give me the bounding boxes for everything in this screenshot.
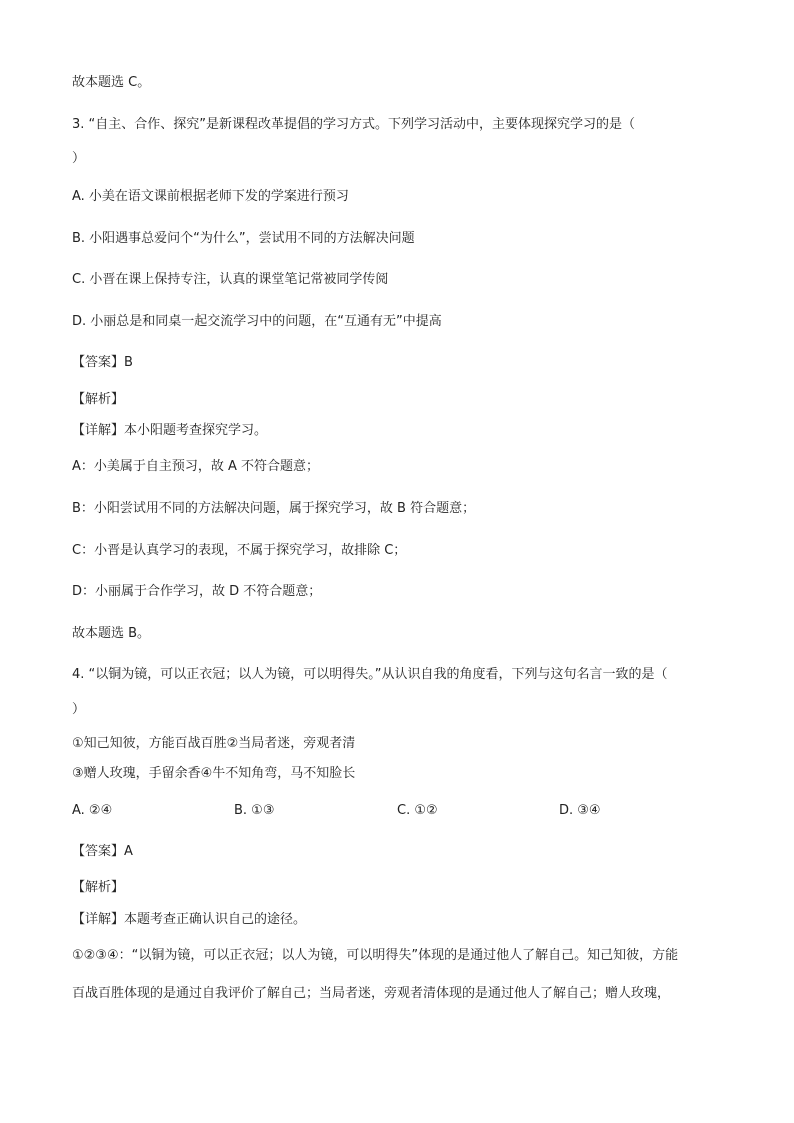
- question-4-items-1: ①知己知彼，方能百战百胜②当局者迷，旁观者清: [72, 736, 356, 751]
- question-4-stem: 4. “以铜为镜，可以正衣冠；以人为镜，可以明得失。”从认识自我的角度看，下列与这句名言一致的是（: [72, 667, 668, 682]
- question-4-option-b: B. ①③: [234, 803, 275, 818]
- line-conclusion-q2: 故本题选 C。: [72, 75, 151, 90]
- question-4-option-a: A. ②④: [72, 803, 113, 818]
- question-4-option-d: D. ③④: [559, 803, 601, 818]
- question-4-explain-line-2: 百战百胜体现的是通过自我评价了解自己；当局者迷，旁观者清体现的是通过他人了解自己；赠人玫瑰，: [72, 986, 671, 1001]
- question-3-analysis-heading: 【解析】: [72, 392, 125, 407]
- question-3-detail: 【详解】本小阳题考查探究学习。: [72, 423, 268, 438]
- question-3-option-d: D. 小丽总是和同桌一起交流学习中的问题，在“互通有无”中提高: [72, 314, 442, 329]
- question-3-explain-a: A：小美属于自主预习，故 A 不符合题意；: [72, 459, 320, 474]
- question-3-answer: 【答案】B: [72, 355, 133, 370]
- question-3-explain-d: D：小丽属于合作学习，故 D 不符合题意；: [72, 584, 322, 599]
- question-3-conclusion: 故本题选 B。: [72, 626, 151, 641]
- question-3-stem: 3. “自主、合作、探究”是新课程改革提倡的学习方式。下列学习活动中，主要体现探究学习的是（: [72, 117, 636, 132]
- question-4-explain-line-1: ①②③④：“以铜为镜，可以正衣冠；以人为镜，可以明得失”体现的是通过他人了解自己。知己知彼，方能: [72, 948, 679, 963]
- question-3-stem-close: ）: [72, 151, 86, 166]
- question-3-option-b: B. 小阳遇事总爱问个“为什么”，尝试用不同的方法解决问题: [72, 231, 415, 246]
- question-4-option-c: C. ①②: [397, 803, 438, 818]
- question-4-answer: 【答案】A: [72, 844, 133, 859]
- question-4-analysis-heading: 【解析】: [72, 880, 125, 895]
- question-4-items-2: ③赠人玫瑰，手留余香④牛不知角弯，马不知脸长: [72, 766, 356, 781]
- question-3-option-a: A. 小美在语文课前根据老师下发的学案进行预习: [72, 189, 349, 204]
- question-3-option-c: C. 小晋在课上保持专注，认真的课堂笔记常被同学传阅: [72, 272, 389, 287]
- question-4-detail: 【详解】本题考查正确认识自己的途径。: [72, 912, 307, 927]
- question-3-explain-c: C：小晋是认真学习的表现，不属于探究学习，故排除 C；: [72, 543, 407, 558]
- question-4-stem-close: ）: [72, 702, 86, 717]
- question-3-explain-b: B：小阳尝试用不同的方法解决问题，属于探究学习，故 B 符合题意；: [72, 501, 476, 516]
